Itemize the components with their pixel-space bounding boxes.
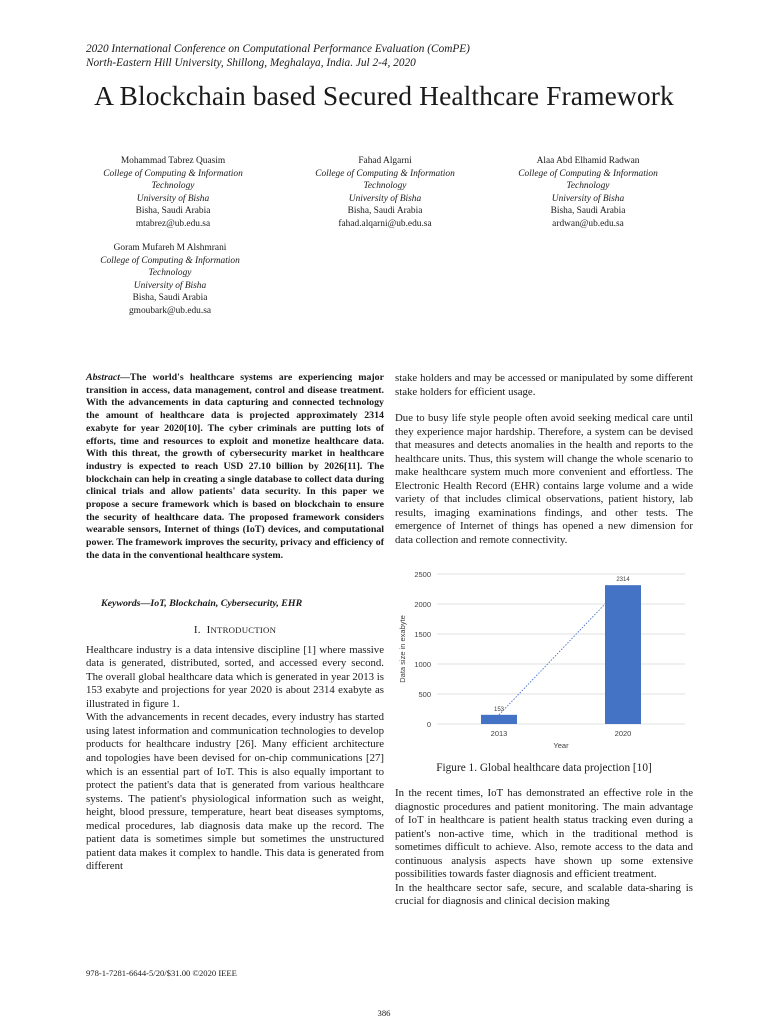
bar bbox=[605, 585, 641, 724]
author-college: College of Computing & Information bbox=[103, 168, 243, 179]
section-title: NTRODUCTION bbox=[210, 625, 277, 636]
author-college-cont: Technology bbox=[151, 181, 195, 192]
author-college: College of Computing & Information bbox=[100, 255, 240, 266]
author-university: University of Bisha bbox=[133, 280, 207, 291]
page-number: 386 bbox=[377, 1008, 391, 1018]
intro-paragraph: Healthcare industry is a data intensive discipline [1] where massive data is generated, distributed, sorted, and accessed every second. The overall global healthcare data which is generated in year 2013 is 153 exabyte and projections for year 2020 is about 2314 exabyte as illustrated in figure 1. bbox=[86, 643, 384, 710]
data-label: 2314 bbox=[616, 576, 630, 583]
author-university: University of Bisha bbox=[551, 193, 625, 204]
right-column bbox=[395, 372, 693, 909]
y-axis-label: Data size in exabyte bbox=[398, 614, 407, 683]
intro-paragraph: With the advancements in recent decades, every industry has started using latest information and communication technologies to develop products for healthcare industry [26]. Many efficient architecture and topologies have been devised for on-chip communications [27] which is an essential part of IoT. This is also equally important to protect the patient's data that is generated from various healthcare systems. The patient's physiological information such as weight, height, blood pressure, temperature, heart beat diseases symptoms, medical procedures, lab diagnosis data make up the record. The patient data is sometimes simple but sometimes the unstructured patient data makes it complex to handle. This data is generated from different bbox=[86, 711, 384, 873]
author-block bbox=[285, 155, 485, 231]
conference-venue: North-Eastern Hill University, Shillong, Meghalaya, India. Jul 2-4, 2020 bbox=[86, 57, 416, 69]
author-college: College of Computing & Information bbox=[315, 168, 455, 179]
data-label: 153 bbox=[493, 706, 505, 713]
author-email: ardwan@ub.edu.sa bbox=[552, 218, 624, 229]
author-location: Bisha, Saudi Arabia bbox=[135, 206, 211, 217]
section-initial: I bbox=[206, 624, 211, 637]
conference-name: 2020 International Conference on Computational Performance Evaluation (ComPE) bbox=[86, 43, 470, 55]
author-location: Bisha, Saudi Arabia bbox=[132, 293, 208, 304]
bar bbox=[481, 714, 517, 723]
trendline bbox=[499, 585, 623, 715]
bar-chart bbox=[395, 560, 693, 760]
left-column bbox=[86, 372, 384, 874]
author-email: mtabrez@ub.edu.sa bbox=[135, 218, 211, 229]
conference-header bbox=[86, 42, 470, 70]
abstract-lead: Abstract bbox=[86, 372, 121, 383]
author-name: Fahad Algarni bbox=[358, 156, 412, 166]
section-number: I. bbox=[193, 624, 201, 637]
author-name: Goram Mufareh M Alshmrani bbox=[113, 243, 227, 253]
y-tick-label: 2000 bbox=[414, 599, 431, 609]
x-axis-label: Year bbox=[553, 740, 569, 750]
author-location: Bisha, Saudi Arabia bbox=[347, 206, 423, 217]
footer-isbn: 978-1-7281-6644-5/20/$31.00 ©2020 IEEE bbox=[86, 968, 237, 978]
section-heading bbox=[86, 624, 384, 638]
y-tick-label: 500 bbox=[418, 689, 431, 699]
y-tick-label: 0 bbox=[426, 719, 431, 729]
body-paragraph: Due to busy life style people often avoid seeking medical care until they experience major hardship. Therefore, a system can be devised that measures and detects anomalies in the health and reports to the healthcare units. Thus, this system will change the whole scenario to make healthcare system much more convenient and effortless. The Electronic Health Record (EHR) contains large volume and a wide variety of that includes climical observations, patient history, lab results, imaging examinations findings, and other tests. The emergence of Internet of things has opened a new dimension for data collection and remote connectivity. bbox=[395, 412, 693, 547]
body-paragraph: stake holders and may be accessed or manipulated by some different stake holders for efficient usage. bbox=[395, 372, 693, 398]
abstract bbox=[86, 372, 384, 563]
author-name: Mohammad Tabrez Quasim bbox=[120, 156, 226, 166]
author-university: University of Bisha bbox=[136, 193, 210, 204]
x-tick-label: 2013 bbox=[490, 728, 508, 738]
author-name: Alaa Abd Elhamid Radwan bbox=[536, 156, 640, 166]
author-email: fahad.alqarni@ub.edu.sa bbox=[338, 218, 432, 229]
author-college-cont: Technology bbox=[363, 181, 407, 192]
abstract-text: —The world's healthcare systems are experiencing major transition in access, data management, control and disease treatment. With the advancements in data capturing and connected technology the amount of healthcare data is projected approximately 2314 exabyte for year 2020[10]. The cyber criminals are putting lots of efforts, time and resources to exploit and monetize healthcare data. With this threat, the growth of cybersecurity market in healthcare industry is expected to reach USD 27.10 billion by 2026[11]. The blockchain can help in creating a single database to collect data during clinical trials and allow patients' data security. In this paper we propose a secure framework which is based on blockchain to ensure the security of healthcare data. The proposed framework considers wearable sensors, Internet of things (IoT) devices, and computational power. The framework improves the security, privacy and efficiency of the data in the conventional healthcare system. bbox=[86, 372, 384, 561]
y-tick-label: 2500 bbox=[414, 569, 431, 579]
author-block bbox=[70, 242, 270, 318]
author-university: University of Bisha bbox=[348, 193, 422, 204]
paper-title: A Blockchain based Secured Healthcare Framework bbox=[94, 80, 674, 111]
author-email: gmoubark@ub.edu.sa bbox=[128, 305, 212, 316]
author-college-cont: Technology bbox=[566, 181, 610, 192]
x-tick-label: 2020 bbox=[614, 728, 632, 738]
body-paragraph: In the recent times, IoT has demonstrated an effective role in the diagnostic procedures and patient monitoring. The main advantage of IoT in healthcare is patient health status tracking even during a patient's non-active time, which in the traditional method is sometimes difficult to achieve. Also, remote access to the data and continuous analysis aspects have shown up some extensive possibilities towards faster diagnosis and efficient treatment. bbox=[395, 787, 693, 881]
author-college: College of Computing & Information bbox=[518, 168, 658, 179]
author-college-cont: Technology bbox=[148, 268, 192, 279]
body-paragraph: In the healthcare sector safe, secure, and scalable data-sharing is crucial for diagnosis and clinical decision making bbox=[395, 881, 693, 908]
keywords: Keywords—IoT, Blockchain, Cybersecurity, EHR bbox=[101, 597, 303, 609]
figure-1 bbox=[395, 560, 693, 760]
author-block bbox=[73, 155, 273, 231]
author-location: Bisha, Saudi Arabia bbox=[550, 206, 626, 217]
y-tick-label: 1000 bbox=[414, 659, 431, 669]
figure-caption: Figure 1. Global healthcare data projection [10] bbox=[436, 761, 652, 774]
author-block bbox=[488, 155, 688, 231]
y-tick-label: 1500 bbox=[414, 629, 431, 639]
